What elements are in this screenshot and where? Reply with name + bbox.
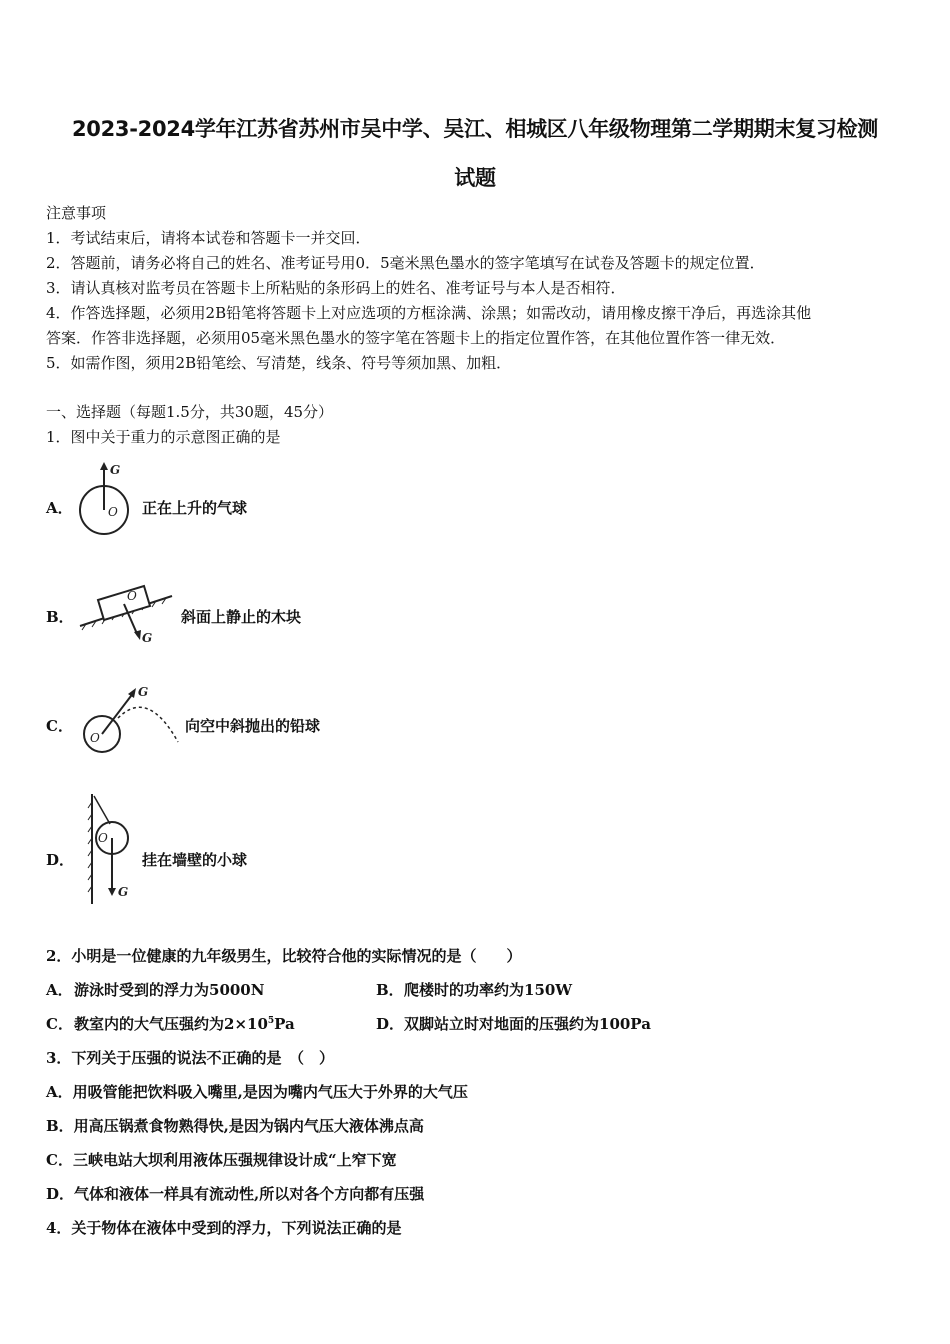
- q1-option-d-label: D．: [46, 851, 75, 869]
- q1-option-c-label: C．: [46, 717, 73, 735]
- section-heading: 一、选择题（每题1.5分，共30题，45分）: [46, 403, 334, 421]
- g-label: G: [138, 685, 149, 699]
- q2-option-b-text: 爬楼时的功率约为150W: [404, 981, 573, 999]
- q2-option-c-main: 教室内的大气压强约为2×10: [74, 1015, 268, 1033]
- q2-option-a-label: A．: [46, 981, 73, 999]
- q2-option-c-exponent: 5: [267, 1016, 275, 1026]
- g-label: G: [110, 463, 121, 477]
- q1-stem: 1．图中关于重力的示意图正确的是: [46, 428, 281, 446]
- q2-option-c-text: [74, 1013, 295, 1034]
- q2-option-d-text: 双脚站立时对地面的压强约为100Pa: [404, 1015, 651, 1033]
- q2-option-d-label: D．: [376, 1015, 405, 1033]
- q3-option-b: B．用高压锅煮食物熟得快,是因为锅内气压大液体沸点高: [46, 1117, 424, 1135]
- q3-option-a: A．用吸管能把饮料吸入嘴里,是因为嘴内气压大于外界的大气压: [46, 1083, 468, 1101]
- arrow-head: [108, 888, 116, 896]
- g-label: G: [118, 885, 129, 899]
- q2-stem: 2．小明是一位健康的九年级男生，比较符合他的实际情况的是（ ）: [46, 947, 522, 965]
- q1-fig-d-hanging-ball: [84, 792, 140, 906]
- g-label: G: [142, 631, 153, 645]
- q1-option-a-label: A．: [46, 499, 73, 517]
- q1-option-d-text: 挂在墙壁的小球: [142, 851, 248, 869]
- string: [94, 796, 110, 824]
- q1-option-b-label: B．: [46, 608, 74, 626]
- q4-stem: 4．关于物体在液体中受到的浮力，下列说法正确的是: [46, 1219, 402, 1237]
- wood-block: [98, 586, 150, 620]
- q1-option-b-text: 斜面上静止的木块: [181, 608, 302, 626]
- notice-heading: 注意事项: [46, 204, 107, 222]
- q2-option-b-label: B．: [376, 981, 404, 999]
- arrow-head: [100, 462, 108, 470]
- q1-fig-a-balloon: [74, 458, 144, 540]
- o-label: O: [108, 505, 118, 519]
- document-title-line2: 试题: [454, 166, 496, 190]
- o-label: O: [90, 731, 100, 745]
- o-label: O: [98, 831, 108, 845]
- q1-option-a-text: 正在上升的气球: [142, 499, 248, 517]
- q1-option-c-text: 向空中斜抛出的铅球: [185, 717, 321, 735]
- arrow-head: [128, 688, 136, 698]
- notice-item-5: 5．如需作图，须用2B铅笔绘、写清楚，线条、符号等须加黑、加粗．: [46, 354, 512, 372]
- notice-item-1: 1．考试结束后，请将本试卷和答题卡一并交回．: [46, 229, 371, 247]
- q2-option-c-label: C．: [46, 1015, 73, 1033]
- document-title-line1: 2023-2024学年江苏省苏州市吴中学、吴江、相城区八年级物理第二学期期末复习检测: [71, 117, 878, 141]
- q2-option-c-unit: Pa: [274, 1015, 295, 1033]
- notice-item-2: 2．答题前，请务必将自己的姓名、准考证号用0．5毫米黑色墨水的签字笔填写在试卷及答题卡的规定位置．: [46, 254, 765, 272]
- trajectory-dashed: [118, 707, 178, 742]
- notice-item-4: 4．作答选择题，必须用2B铅笔将答题卡上对应选项的方框涂满、涂黑；如需改动，请用橡皮擦干净后，再选涂其他: [46, 304, 812, 322]
- q2-option-a-text: 游泳时受到的浮力为5000N: [74, 981, 265, 999]
- q1-fig-c-shot-put: [78, 678, 184, 758]
- notice-item-3: 3．请认真核对监考员在答题卡上所粘贴的条形码上的姓名、准考证号与本人是否相符．: [46, 279, 626, 297]
- q1-fig-b-block-on-incline: [76, 574, 176, 646]
- o-label: O: [127, 589, 137, 603]
- notice-item-4-cont: 答案．作答非选择题，必须用05毫米黑色墨水的签字笔在答题卡上的指定位置作答，在其他位置作答一律无效．: [46, 329, 786, 347]
- q3-option-c: C．三峡电站大坝利用液体压强规律设计成“上窄下宽: [46, 1151, 397, 1169]
- q3-option-d: D．气体和液体一样具有流动性,所以对各个方向都有压强: [46, 1185, 425, 1203]
- q3-stem: 3．下列关于压强的说法不正确的是 （ ）: [46, 1049, 334, 1067]
